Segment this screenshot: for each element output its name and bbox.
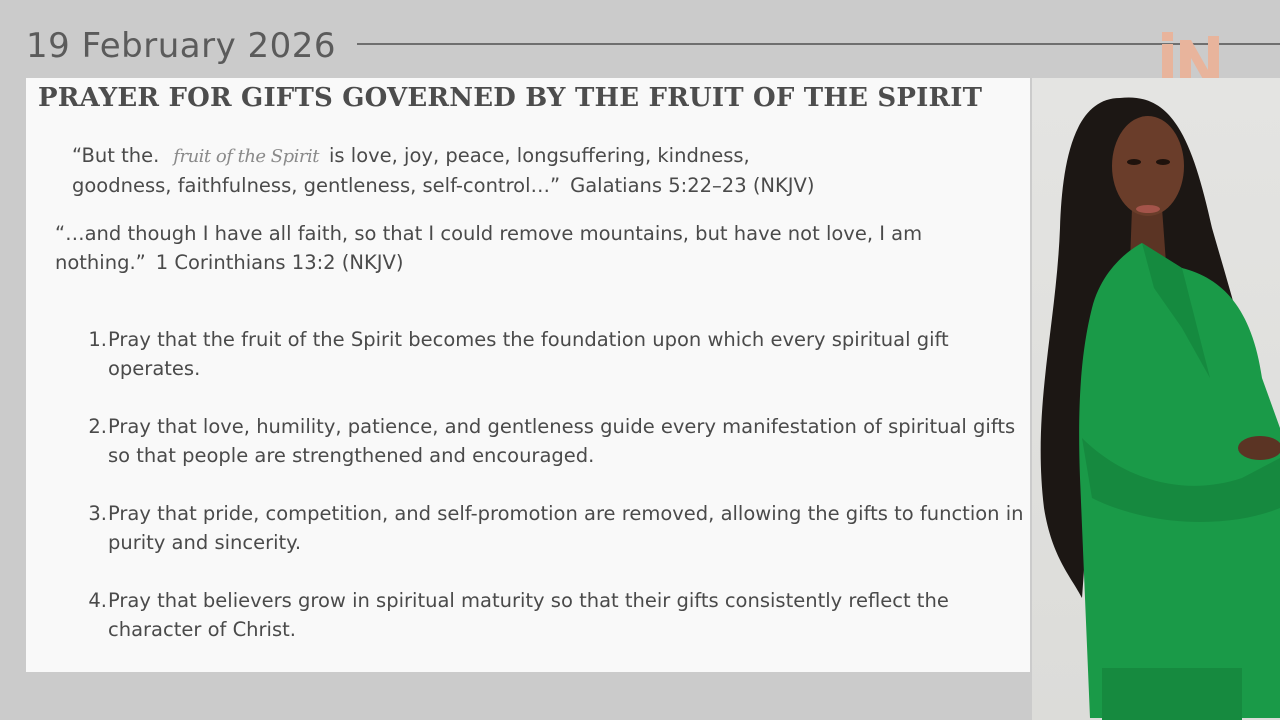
prayer-item [84, 325, 1029, 383]
prayer-item [84, 499, 1029, 557]
presenter-photo [1032, 78, 1280, 720]
face-shape [1112, 116, 1184, 216]
verse-galatians-text2: goodness, faithfulness, gentleness, self-control…” [72, 174, 561, 197]
verse-galatians-text1: is love, joy, peace, longsuffering, kindness, [329, 144, 750, 167]
logo-dot-i [1162, 32, 1173, 41]
prayer-text: Pray that love, humility, patience, and gentleness guide every manifestation of spiritual gifts so that people are strengthened and encouraged. [108, 415, 1016, 467]
prayer-text: Pray that believers grow in spiritual maturity so that their gifts consistently reflect the character of Christ. [108, 589, 949, 641]
verse-galatians [72, 141, 972, 200]
verse-galatians-lead: “But the. [72, 144, 160, 167]
prayer-number: 3. [88, 502, 107, 525]
verse-corinthians-text: “…and though I have all faith, so that I could remove mountains, but have not love, I am nothing.” [55, 222, 923, 274]
prayer-item [84, 412, 1029, 470]
hand-shape [1238, 436, 1280, 460]
verse-corinthians [55, 219, 1015, 277]
verse-galatians-script: fruit of the Spirit [173, 146, 319, 167]
date-heading: 19 February 2026 [26, 26, 337, 66]
verse-galatians-line2 [72, 171, 972, 200]
presenter-illustration [1032, 78, 1280, 720]
eye-left [1127, 159, 1141, 165]
eye-right [1156, 159, 1170, 165]
prayer-document [26, 78, 1030, 672]
header-divider [357, 43, 1280, 45]
prayer-text: Pray that pride, competition, and self-promotion are removed, allowing the gifts to function in purity and sincerity. [108, 502, 1024, 554]
suit-trousers [1102, 668, 1242, 720]
prayer-number: 2. [88, 415, 107, 438]
document-title: PRAYER FOR GIFTS GOVERNED BY THE FRUIT OF THE SPIRIT [38, 83, 983, 113]
prayer-number: 4. [88, 589, 107, 612]
prayer-text: Pray that the fruit of the Spirit becomes the foundation upon which every spiritual gift operates. [108, 328, 949, 380]
verse-galatians-line1 [72, 141, 972, 171]
prayer-item [84, 586, 1029, 644]
prayer-number: 1. [88, 328, 107, 351]
verse-corinthians-reference: 1 Corinthians 13:2 (NKJV) [155, 251, 404, 274]
prayer-list [84, 325, 1029, 673]
verse-galatians-reference: Galatians 5:22–23 (NKJV) [570, 174, 815, 197]
lips [1136, 205, 1160, 213]
